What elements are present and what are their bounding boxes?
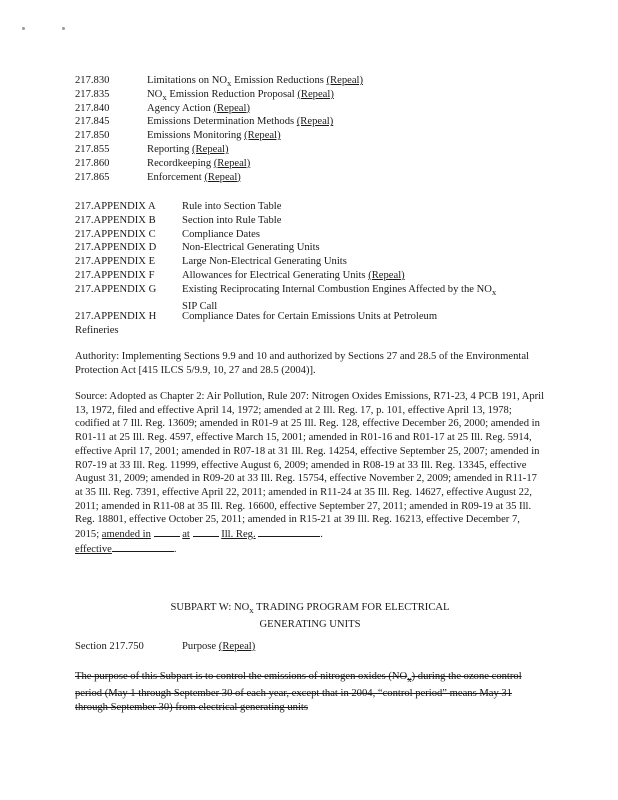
section-row	[75, 74, 535, 88]
section-number: 217.855	[75, 143, 110, 155]
appendix-row	[75, 255, 545, 269]
scan-dot	[22, 27, 25, 30]
appendix-title: Large Non-Electrical Generating Units	[182, 256, 347, 268]
appendix-number: 217.APPENDIX B	[75, 214, 156, 226]
section-number: 217.850	[75, 130, 110, 142]
scan-dot	[62, 27, 65, 30]
section-title: Agency Action (Repeal)	[147, 102, 250, 114]
appendix-row	[75, 241, 545, 255]
repeal-marker: (Repeal)	[204, 171, 241, 183]
repeal-marker: (Repeal)	[296, 116, 334, 128]
appendix-title: Compliance Dates for Certain Emissions Units at Petroleum	[182, 311, 438, 323]
section-row	[75, 115, 535, 129]
appendix-h-row	[75, 310, 545, 338]
section-row	[75, 129, 535, 143]
repeal-marker: (Repeal)	[326, 75, 363, 86]
repeal-marker: (Repeal)	[192, 143, 229, 155]
section-row	[75, 157, 535, 171]
section-number: 217.830	[75, 75, 110, 86]
appendix-list	[75, 200, 545, 338]
section-title: Limitations on $NO_x$ Emission Reductions (Repeal)	[147, 75, 363, 89]
appendix-number: 217.APPENDIX H	[75, 311, 157, 323]
section-title: Emissions Determination Methods (Repeal)	[147, 116, 334, 128]
appendix-number: 217.APPENDIX F	[75, 269, 155, 281]
repeal-marker: (Repeal)	[213, 102, 250, 114]
appendix-title: Existing Reciprocating Internal Combustion Engines Affected by the $NO_x$ SIP Call	[182, 283, 497, 312]
appendix-title-continued: Refineries	[75, 325, 119, 337]
section-list	[75, 74, 535, 184]
appendix-row	[75, 228, 545, 242]
section-heading	[75, 640, 256, 654]
appendix-row	[75, 269, 545, 283]
appendix-number: 217.APPENDIX E	[75, 256, 156, 268]
appendix-number: 217.APPENDIX G	[75, 283, 157, 295]
appendix-number: 217.APPENDIX A	[75, 201, 156, 212]
appendix-number: 217.APPENDIX D	[75, 242, 157, 254]
section-number: 217.845	[75, 116, 110, 128]
appendix-number: 217.APPENDIX C	[75, 228, 156, 240]
section-number: 217.860	[75, 157, 110, 169]
appendix-row	[75, 200, 545, 214]
repeal-marker: (Repeal)	[297, 88, 334, 100]
section-number: 217.835	[75, 88, 110, 100]
authority-note: Authority: Implementing Sections 9.9 and 10 and authorized by Sections 27 and 28.5 of the Environmental Protection Act [415 ILCS 5/9.9, 10, 27 and 28.5 (2004)].	[75, 351, 529, 376]
section-title: Enforcement (Repeal)	[147, 171, 241, 183]
section-row	[75, 143, 535, 157]
repeal-marker: (Repeal)	[213, 157, 251, 169]
section-title: $NO_x$ Emission Reduction Proposal (Repeal)	[147, 88, 334, 102]
subpart-heading: SUBPART W: $NO_x$ TRADING PROGRAM FOR ELECTRICAL GENERATING UNITS	[170, 602, 450, 630]
appendix-title: Compliance Dates	[182, 228, 260, 240]
section-row	[75, 171, 535, 185]
appendix-g-row	[75, 283, 545, 311]
section-title: Emissions Monitoring (Repeal)	[147, 130, 281, 142]
section-title: Recordkeeping (Repeal)	[147, 157, 251, 169]
section-title: Reporting (Repeal)	[147, 143, 229, 155]
source-note: Source: Adopted as Chapter 2: Air Pollution, Rule 207: Nitrogen Oxides Emissions, R71-23, 4 PCB 191, April 13, 1972, filed and effective April 14, 1972; amended at 2 Ill. Reg. 17, p. 101, effective April 13, 1978; codified at 7 Ill. Reg. 13609; amended in R01-9 at 25 Ill. Reg. 128, effective December 26, 2000; amended in R01-11 at 25 Ill. Reg. 4597, effective March 15, 2001; amended in R01-16 and R01-17 at 25 Ill. Reg. 5914, effective April 17, 2001; amended in R07-18 at 31 Ill. Reg. 14254, effective September 25, 2007; amended in R07-19 at 33 Ill. Reg. 11999, effective August 6, 2009; amended in R08-19 at 33 Ill. Reg. 13345, effective August 31, 2009; amended in R09-20 at 33 Ill. Reg. 15754, effective November 2, 2009; amended in R11-17 at 35 Ill. Reg. 7391, effective April 22, 2011; amended in R11-24 at 35 Ill. Reg. 14627, effective August 22, 2011; amended in R11-08 at 35 Ill. Reg. 16600, effective September 27, 2011; amended in R09-19 at 35 Ill. Reg. 18801, effective October 25, 2011; amended in R15-21 at 39 Ill. Reg. 16213, effective December 7, 2015; amended in at Ill. Reg. . effective .	[75, 391, 545, 555]
purpose-paragraph-struck: The purpose of this Subpart is to control the emissions of nitrogen oxides $(NO_x)$ during the ozone control period (May 1 through September 30 of each year, except that in 2004, “control period” means May 31 through September 30) from electrical generating units	[75, 671, 522, 713]
appendix-title: Section into Rule Table	[182, 214, 282, 226]
section-number: Section 217.750	[75, 641, 144, 652]
appendix-row	[75, 214, 545, 228]
section-row	[75, 102, 535, 116]
repeal-marker: (Repeal)	[368, 269, 405, 281]
repeal-marker: (Repeal)	[244, 130, 281, 142]
section-number: 217.840	[75, 102, 110, 114]
section-title: Purpose (Repeal)	[182, 641, 256, 652]
appendix-title: Rule into Section Table	[182, 201, 282, 212]
appendix-title: Allowances for Electrical Generating Units (Repeal)	[182, 269, 405, 281]
section-number: 217.865	[75, 171, 110, 183]
section-row	[75, 88, 535, 102]
appendix-title: Non-Electrical Generating Units	[182, 242, 320, 254]
